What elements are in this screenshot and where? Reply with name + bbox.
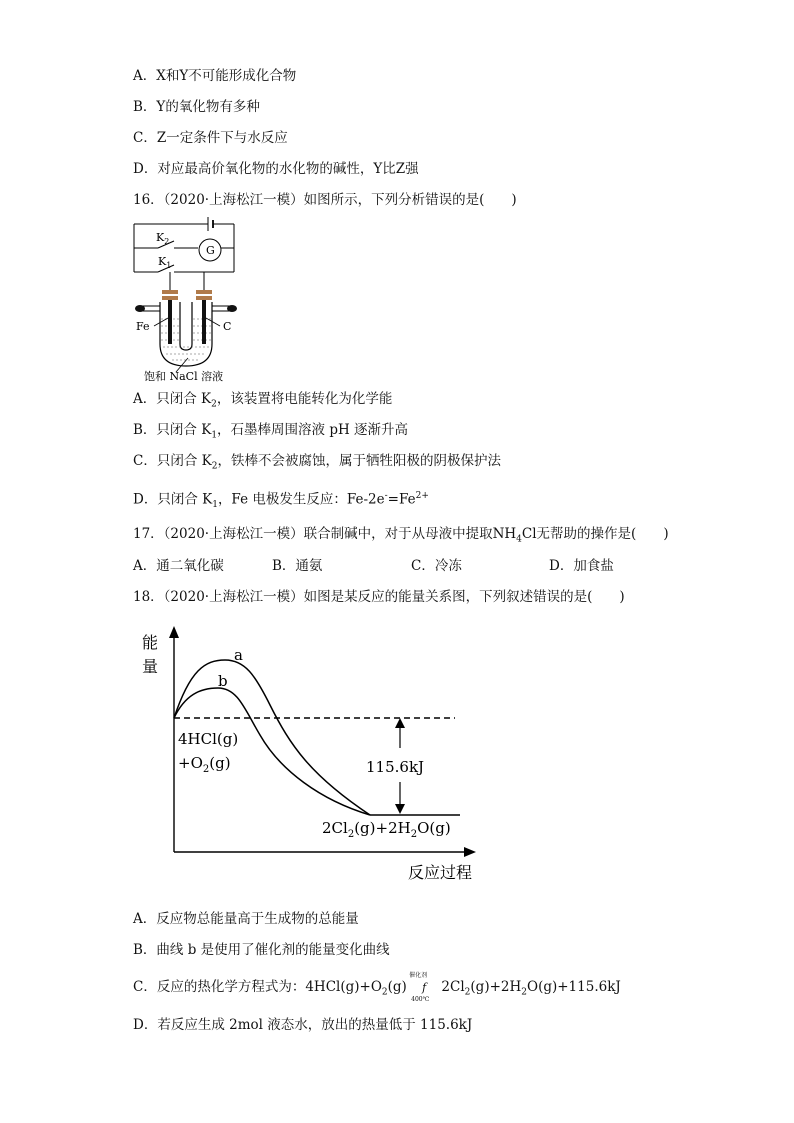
q18-stem: 18．（2020·上海松江一模）如图是某反应的能量关系图，下列叙述错误的是( ) (133, 589, 625, 605)
galvanometer-label: G (206, 244, 215, 257)
x-axis-arrow (464, 847, 476, 857)
q16-option-d: D．只闭合 $K_1$，Fe 电极发生反应：$Fe-2e^-=Fe^{2+}$ (133, 491, 429, 511)
q17-option-b: B．通氨 (272, 558, 323, 574)
q16-option-c: C．只闭合 $K_2$，铁棒不会被腐蚀，属于牺牲阳极的阴极保护法 (133, 453, 501, 472)
q16-stem: 16．（2020·上海松江一模）如图所示，下列分析错误的是( ) (133, 192, 517, 208)
q18-option-c: C．反应的热化学方程式为：$4HCl(g)+O_2(g)$ 催化剂 f 400℃ $2Cl_2(g)+2H_2O(g)+115.6kJ$ (133, 972, 621, 1003)
fe-electrode (168, 300, 172, 344)
catalyst-arrow: 催化剂 f 400℃ (409, 972, 430, 1003)
q17-option-c: C．冷冻 (411, 558, 462, 574)
q17-stem: 17．（2020·上海松江一模）联合制碱中，对于从母液中提取$NH_4Cl$无帮助的操作是( ) (133, 526, 669, 545)
curve-b (174, 688, 370, 815)
q18-option-d: D．若反应生成 2mol 液态水，放出的热量低于 115.6kJ (133, 1017, 473, 1033)
y-label-1: 能 (142, 633, 159, 652)
q17-option-d: D．加食盐 (549, 558, 614, 574)
delta-arrow-down (395, 804, 405, 814)
reactant-label-2: $+O_2(g)$ (178, 754, 231, 775)
c-label: C (223, 320, 232, 333)
q18-option-b: B．曲线 b 是使用了催化剂的能量变化曲线 (133, 942, 390, 958)
carbon-electrode (202, 300, 206, 344)
fe-label: Fe (136, 320, 150, 333)
q15-option-a: A．X和Y不可能形成化合物 (133, 68, 297, 84)
delta-label: 115.6kJ (366, 758, 425, 776)
q17-option-a: A．通二氧化碳 (133, 558, 224, 574)
q16-option-a: A．只闭合 $K_2$，该装置将电能转化为化学能 (133, 391, 393, 410)
k1-label: $K_1$ (158, 255, 172, 270)
k2-label: $K_2$ (156, 231, 170, 246)
q15-option-b: B．Y的氧化物有多种 (133, 99, 260, 115)
curve-b-label: b (218, 672, 228, 690)
delta-arrow-up (395, 718, 405, 728)
solution-label: 饱和 NaCl 溶液 (144, 370, 224, 383)
y-axis-arrow (169, 626, 179, 638)
product-label: $2Cl_2(g)+2H_2O(g)$ (322, 819, 451, 840)
x-label: 反应过程 (408, 863, 473, 882)
q16-circuit-figure (128, 214, 258, 384)
q18-option-a: A．反应物总能量高于生成物的总能量 (133, 911, 359, 927)
q15-option-c: C．Z一定条件下与水反应 (133, 130, 288, 146)
q15-option-d: D．对应最高价氧化物的水化物的碱性，Y比Z强 (133, 161, 419, 177)
reactant-label-1: 4HCl(g) (178, 730, 239, 748)
y-label-2: 量 (142, 657, 159, 676)
q18-energy-diagram (130, 620, 500, 890)
q16-option-b: B．只闭合 $K_1$，石墨棒周围溶液 pH 逐渐升高 (133, 422, 409, 441)
curve-a-label: a (234, 646, 243, 664)
